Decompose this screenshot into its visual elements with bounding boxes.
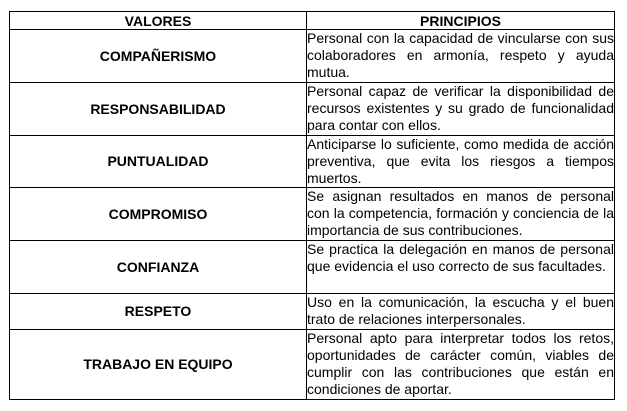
valor-cell: CONFIANZA bbox=[10, 241, 307, 294]
table-header bbox=[10, 12, 615, 30]
principio-cell: Uso en la comunicación, la escucha y el buen trato de relaciones interpersonales. bbox=[307, 294, 615, 330]
valor-cell: COMPROMISO bbox=[10, 188, 307, 241]
principio-cell: Anticiparse lo suficiente, como medida de acción preventiva, que evita los riesgos a tiempos muertos. bbox=[307, 136, 614, 186]
valor-cell: TRABAJO EN EQUIPO bbox=[10, 330, 307, 400]
values-principles-table bbox=[9, 11, 615, 400]
table-row bbox=[10, 294, 615, 330]
table-row bbox=[10, 136, 615, 188]
table-row bbox=[10, 241, 615, 294]
table-row bbox=[10, 188, 615, 241]
principio-cell: Personal con la capacidad de vincularse con sus colaboradores en armonía, respeto y ayuda mutua. bbox=[307, 30, 615, 83]
header-principios: PRINCIPIOS bbox=[307, 12, 615, 30]
valor-cell: RESPETO bbox=[10, 294, 307, 330]
table-row bbox=[10, 330, 615, 400]
principio-cell: Se practica la delegación en manos de personal que evidencia el uso correcto de sus facultades. bbox=[307, 241, 615, 294]
valor-cell: COMPAÑERISMO bbox=[10, 30, 307, 83]
principio-cell: Personal capaz de verificar la disponibilidad de recursos existentes y su grado de funcionalidad para contar con ellos. bbox=[307, 83, 615, 136]
header-valores: VALORES bbox=[10, 12, 307, 30]
valor-cell: RESPONSABILIDAD bbox=[10, 83, 307, 136]
valor-cell: PUNTUALIDAD bbox=[10, 136, 307, 188]
table-row bbox=[10, 30, 615, 83]
header-row bbox=[10, 12, 615, 30]
principio-cell: Se asignan resultados en manos de personal con la competencia, formación y conciencia de la importancia de sus contribuciones. bbox=[307, 188, 615, 241]
table-body bbox=[10, 30, 615, 400]
table-row bbox=[10, 83, 615, 136]
principio-cell: Personal apto para interpretar todos los retos, oportunidades de carácter común, viables de cumplir con las contribuciones que están en condiciones de aportar. bbox=[307, 330, 615, 400]
